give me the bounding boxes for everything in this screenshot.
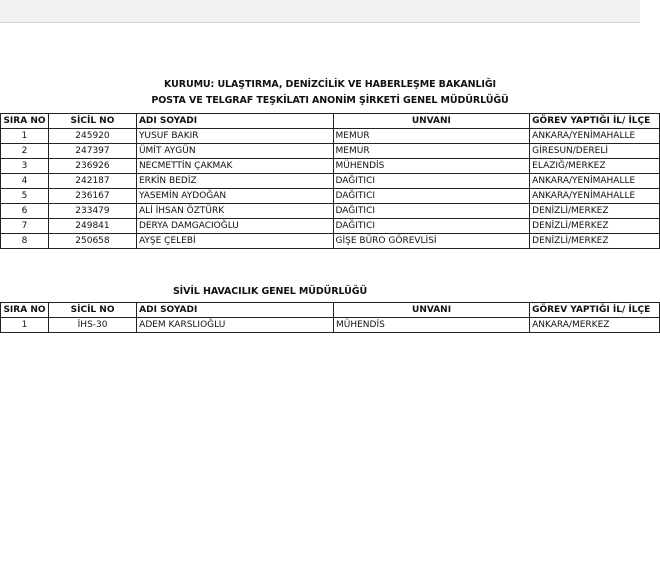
column-header-ad: ADI SOYADI bbox=[136, 114, 333, 129]
cell-sira: 3 bbox=[1, 159, 49, 174]
column-header-unvan: UNVANI bbox=[334, 303, 530, 318]
cell-unvan: MÜHENDİS bbox=[334, 318, 530, 333]
cell-sicil: İHS-30 bbox=[48, 318, 136, 333]
cell-ad: YUSUF BAKIR bbox=[136, 129, 333, 144]
cell-ad: ADEM KARSLIOĞLU bbox=[137, 318, 334, 333]
cell-sicil: 233479 bbox=[48, 204, 136, 219]
cell-unvan: MEMUR bbox=[333, 144, 530, 159]
cell-ad: YASEMİN AYDOĞAN bbox=[136, 189, 333, 204]
cell-il: ANKARA/YENİMAHALLE bbox=[530, 189, 660, 204]
cell-sicil: 247397 bbox=[48, 144, 136, 159]
cell-ad: AYŞE ÇELEBİ bbox=[136, 234, 333, 249]
cell-sira: 2 bbox=[1, 144, 49, 159]
cell-sira: 8 bbox=[1, 234, 49, 249]
cell-ad: DERYA DAMGACIOĞLU bbox=[136, 219, 333, 234]
cell-unvan: MEMUR bbox=[333, 129, 530, 144]
cell-sira: 6 bbox=[1, 204, 49, 219]
column-header-sira: SIRA NO bbox=[1, 303, 49, 318]
cell-sicil: 249841 bbox=[48, 219, 136, 234]
cell-il: ELAZIĞ/MERKEZ bbox=[530, 159, 660, 174]
cell-sicil: 242187 bbox=[48, 174, 136, 189]
cell-sira: 1 bbox=[1, 129, 49, 144]
table-row bbox=[1, 159, 660, 174]
cell-il: ANKARA/MERKEZ bbox=[530, 318, 660, 333]
table-row bbox=[1, 234, 660, 249]
table-header-row bbox=[1, 114, 660, 129]
column-header-il: GÖREV YAPTIĞI İL/ İLÇE bbox=[530, 114, 660, 129]
table-row bbox=[1, 144, 660, 159]
column-header-sicil: SİCİL NO bbox=[48, 303, 136, 318]
cell-il: ANKARA/YENİMAHALLE bbox=[530, 174, 660, 189]
column-header-unvan: UNVANI bbox=[333, 114, 530, 129]
table-row bbox=[1, 174, 660, 189]
cell-il: ANKARA/YENİMAHALLE bbox=[530, 129, 660, 144]
ministry-heading: KURUMU: ULAŞTIRMA, DENİZCİLİK VE HABERLEŞME BAKANLIĞI bbox=[164, 79, 496, 90]
cell-sira: 4 bbox=[1, 174, 49, 189]
table-row bbox=[1, 204, 660, 219]
cell-ad: ÜMİT AYGÜN bbox=[136, 144, 333, 159]
table-row bbox=[1, 318, 660, 333]
cell-il: GİRESUN/DERELİ bbox=[530, 144, 660, 159]
cell-unvan: GİŞE BÜRO GÖREVLİSİ bbox=[333, 234, 530, 249]
table-row bbox=[1, 189, 660, 204]
cell-unvan: MÜHENDİS bbox=[333, 159, 530, 174]
cell-il: DENİZLİ/MERKEZ bbox=[530, 204, 660, 219]
cell-ad: ALİ İHSAN ÖZTÜRK bbox=[136, 204, 333, 219]
column-header-ad: ADI SOYADI bbox=[137, 303, 334, 318]
top-bar bbox=[0, 0, 640, 23]
cell-sira: 1 bbox=[1, 318, 49, 333]
column-header-sira: SIRA NO bbox=[1, 114, 49, 129]
cell-unvan: DAĞITICI bbox=[333, 204, 530, 219]
cell-sicil: 245920 bbox=[48, 129, 136, 144]
organization-heading: POSTA VE TELGRAF TEŞKİLATI ANONİM ŞİRKETİ GENEL MÜDÜRLÜĞÜ bbox=[151, 95, 509, 106]
personnel-table-ptt bbox=[0, 113, 660, 249]
cell-ad: NECMETTİN ÇAKMAK bbox=[136, 159, 333, 174]
section-heading-shgm: SİVİL HAVACILIK GENEL MÜDÜRLÜĞÜ bbox=[172, 286, 368, 297]
table-row bbox=[1, 219, 660, 234]
personnel-table-shgm bbox=[0, 302, 660, 333]
cell-unvan: DAĞITICI bbox=[333, 189, 530, 204]
cell-il: DENİZLİ/MERKEZ bbox=[530, 234, 660, 249]
table-row bbox=[1, 129, 660, 144]
cell-sicil: 236926 bbox=[48, 159, 136, 174]
cell-il: DENİZLİ/MERKEZ bbox=[530, 219, 660, 234]
column-header-sicil: SİCİL NO bbox=[48, 114, 136, 129]
cell-sira: 5 bbox=[1, 189, 49, 204]
cell-ad: ERKİN BEDİZ bbox=[136, 174, 333, 189]
column-header-il: GÖREV YAPTIĞI İL/ İLÇE bbox=[530, 303, 660, 318]
cell-sicil: 236167 bbox=[48, 189, 136, 204]
cell-sicil: 250658 bbox=[48, 234, 136, 249]
cell-unvan: DAĞITICI bbox=[333, 219, 530, 234]
cell-unvan: DAĞITICI bbox=[333, 174, 530, 189]
table-header-row bbox=[1, 303, 660, 318]
cell-sira: 7 bbox=[1, 219, 49, 234]
